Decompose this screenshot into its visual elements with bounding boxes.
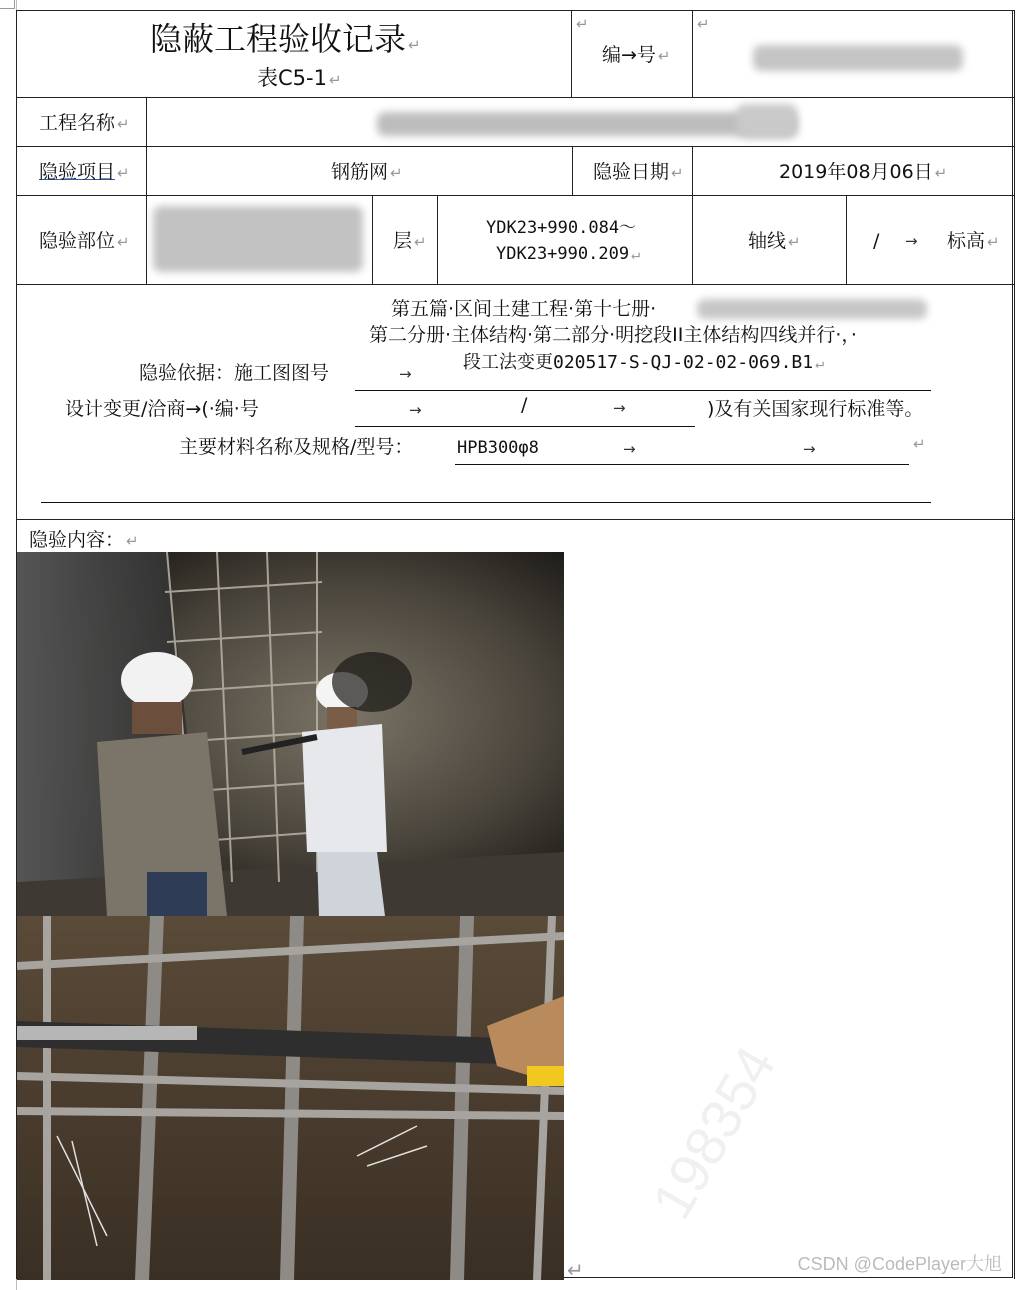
paragraph-mark-icon: ↵: [390, 164, 403, 182]
project-name-label-cell: [16, 97, 147, 147]
basis-line-3: 段工法变更020517-S-QJ-02-02-069.B1 ↵: [463, 352, 825, 373]
blank-underline: [41, 502, 931, 503]
page-corner-mark: [0, 0, 15, 9]
basis-label: 隐验依据：施工图图号: [139, 362, 330, 384]
location-label-cell: [16, 195, 147, 285]
tab-arrow-icon: →: [399, 365, 412, 383]
content-label: 隐验内容： ↵: [29, 529, 139, 551]
tab-arrow-icon: →: [613, 399, 626, 417]
tab-arrow-icon: →: [623, 440, 636, 458]
elevation-label: 标高 ↵: [947, 230, 1000, 252]
change-value: /: [521, 394, 528, 416]
redacted-location: [153, 206, 363, 272]
paragraph-mark-icon: ↵: [414, 233, 427, 251]
drawing-number-underline: [355, 390, 931, 391]
redacted-basis: [697, 299, 927, 319]
paragraph-mark-icon: ↵: [117, 233, 130, 251]
paragraph-mark-icon: ↵: [987, 233, 1000, 251]
number-label: 编→号 ↵: [602, 44, 671, 66]
paragraph-mark-icon: ↵: [117, 115, 130, 133]
material-label: 主要材料名称及规格/型号：: [179, 436, 414, 458]
axis-value: /: [873, 230, 880, 252]
tab-arrow-icon: →: [409, 401, 422, 419]
date-label-cell: [572, 146, 693, 196]
date-label: 隐验日期 ↵: [593, 161, 684, 183]
paragraph-mark-icon: ↵: [117, 164, 130, 182]
project-name-label: 工程名称 ↵: [39, 112, 130, 134]
paragraph-mark-icon: ↵: [567, 1258, 584, 1282]
item-label: 隐验项目 ↵: [39, 161, 130, 183]
elevation-cell: [846, 195, 1015, 285]
material-value: HPB300φ8: [457, 438, 539, 458]
rebar-measure-photo: [17, 916, 564, 1280]
range-cell: [437, 195, 693, 285]
redacted-number: [753, 45, 963, 71]
tab-arrow-icon: →: [905, 232, 918, 250]
paragraph-mark-icon: ↵: [126, 532, 139, 550]
number-value-cell: [692, 10, 1015, 98]
workers-rebar-photo: [17, 552, 564, 916]
axis-label: 轴线 ↵: [748, 230, 801, 252]
acceptance-record-table: [16, 10, 1013, 1282]
axis-label-cell: [692, 195, 847, 285]
paragraph-mark-icon: ↵: [408, 36, 421, 54]
material-underline: [455, 464, 909, 465]
tab-arrow-icon: →: [803, 440, 816, 458]
paragraph-mark-icon: ↵: [913, 435, 926, 453]
range-line-2: YDK23+990.209 ↵: [496, 244, 641, 264]
number-label-cell: [571, 10, 693, 98]
basis-cell: [16, 284, 1015, 520]
range-line-1: YDK23+990.084～: [486, 218, 637, 238]
document-title: 隐蔽工程验收记录 ↵: [150, 20, 421, 58]
location-value-cell: [146, 195, 373, 285]
paragraph-mark-icon: ↵: [697, 15, 710, 33]
date-value: 2019年08月06日 ↵: [779, 161, 948, 183]
redacted-project-name: [377, 112, 797, 136]
basis-line-2: 第二分册·主体结构·第二部分·明挖段II主体结构四线并行·，·: [369, 324, 857, 346]
location-label: 隐验部位 ↵: [39, 230, 130, 252]
paragraph-mark-icon: ↵: [815, 354, 825, 372]
item-value: 钢筋网 ↵: [331, 161, 403, 183]
csdn-watermark: CSDN @CodePlayer大旭: [797, 1254, 1002, 1274]
change-number-underline: [355, 426, 695, 427]
paragraph-mark-icon: ↵: [576, 15, 589, 33]
date-value-cell: [692, 146, 1015, 196]
paragraph-mark-icon: ↵: [631, 245, 641, 263]
inspection-photo-2: [17, 916, 564, 1280]
basis-line-1: 第五篇·区间土建工程·第十七册·: [391, 298, 657, 320]
form-code: 表C5-1 ↵: [257, 66, 342, 90]
paragraph-mark-icon: ↵: [328, 71, 342, 89]
layer-label: 层 ↵: [393, 230, 427, 252]
item-value-cell: [146, 146, 573, 196]
redacted-project-name-tail: [737, 104, 797, 138]
content-cell: [16, 519, 1015, 1282]
title-cell: [16, 10, 572, 98]
paragraph-mark-icon: ↵: [657, 47, 671, 65]
paragraph-mark-icon: ↵: [671, 164, 684, 182]
inspection-photo-1: [17, 552, 564, 916]
item-label-cell: [16, 146, 147, 196]
paragraph-mark-icon: ↵: [788, 233, 801, 251]
change-label: 设计变更/洽商→(·编·号: [65, 398, 259, 420]
change-tail: )及有关国家现行标准等。: [707, 398, 924, 420]
background-watermark: 198354: [639, 1035, 788, 1230]
layer-label-cell: [372, 195, 438, 285]
paragraph-mark-icon: ↵: [934, 164, 948, 182]
project-name-value-cell: [146, 97, 1015, 147]
